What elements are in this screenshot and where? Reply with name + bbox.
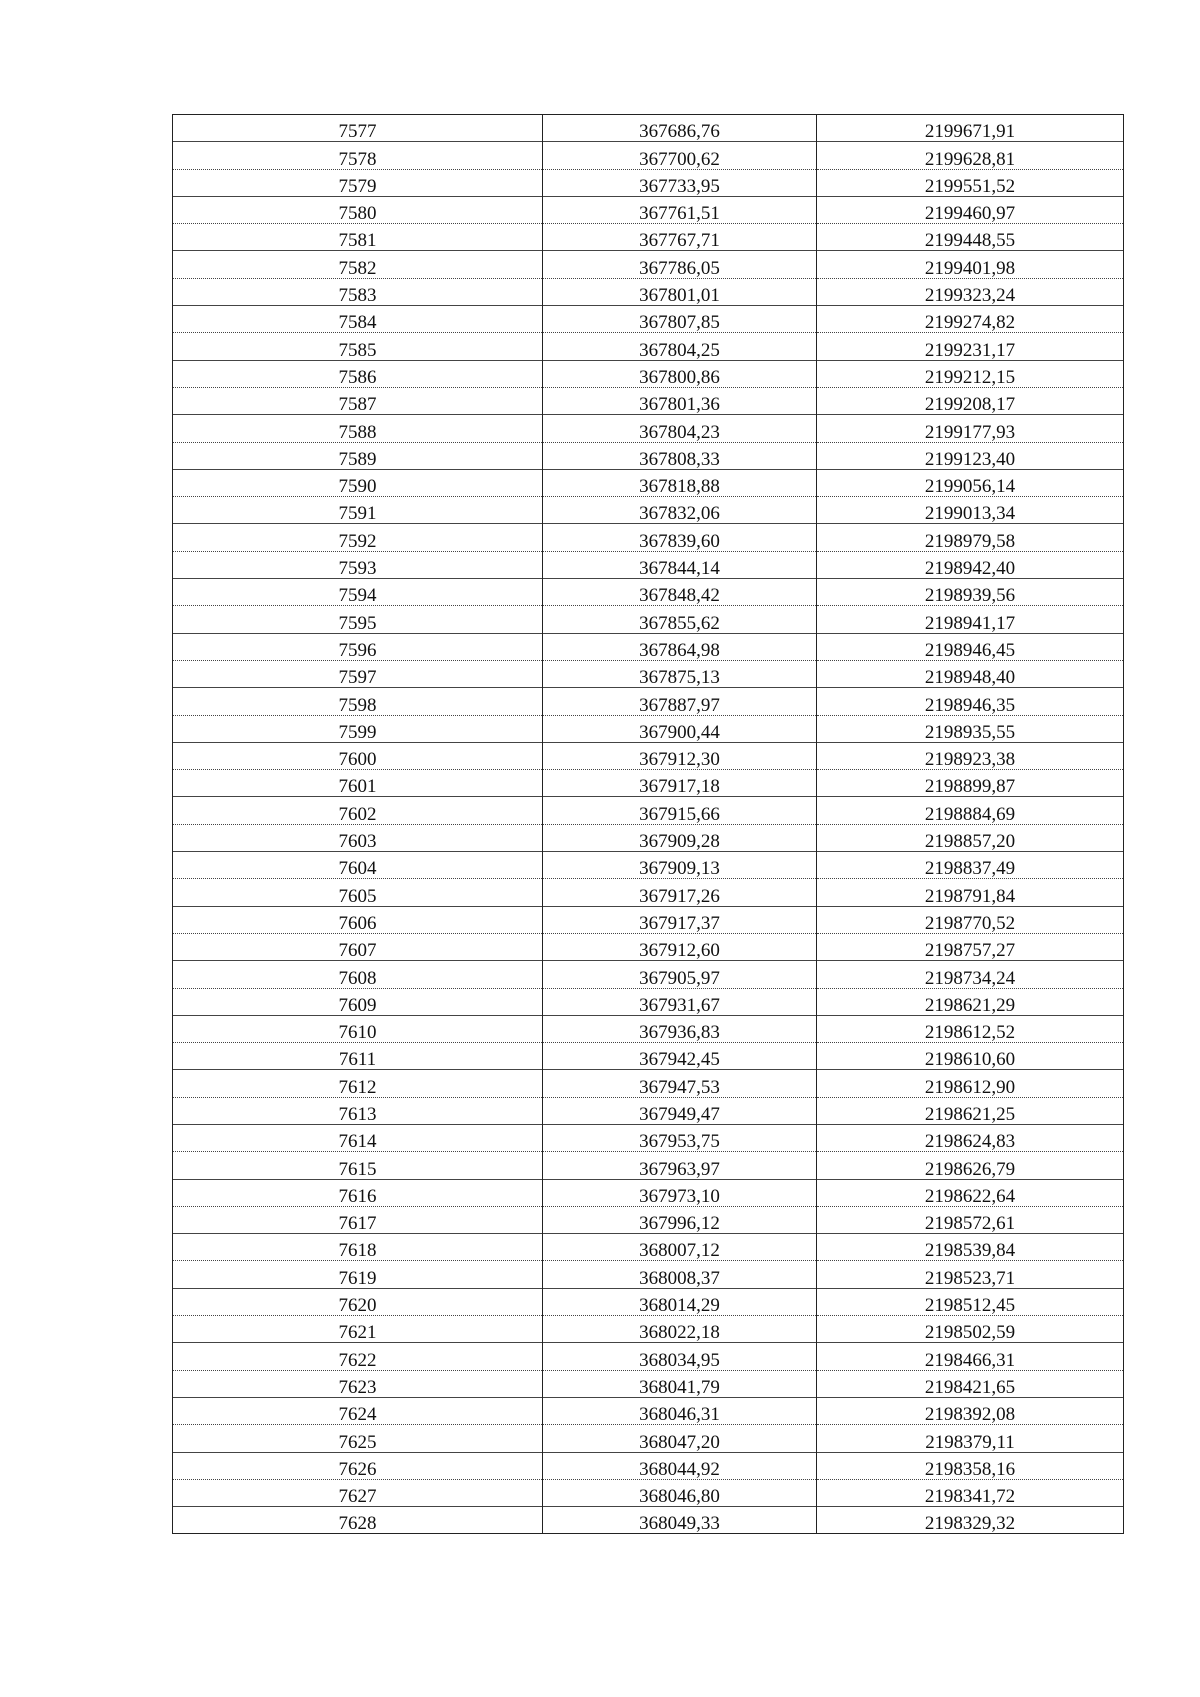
table-row (173, 988, 1124, 1015)
x-coordinate-cell: 367942,45 (543, 1043, 817, 1070)
point-number-cell: 7620 (173, 1288, 543, 1315)
x-coordinate-cell: 367733,95 (543, 169, 817, 196)
table-row (173, 360, 1124, 387)
y-coordinate-cell: 2199323,24 (817, 278, 1124, 305)
table-row (173, 1507, 1124, 1534)
y-coordinate-cell: 2198837,49 (817, 852, 1124, 879)
point-number-cell: 7611 (173, 1043, 543, 1070)
table-row (173, 1261, 1124, 1288)
point-number-cell: 7598 (173, 688, 543, 715)
y-coordinate-cell: 2198572,61 (817, 1206, 1124, 1233)
x-coordinate-cell: 367686,76 (543, 115, 817, 142)
table-row (173, 442, 1124, 469)
point-number-cell: 7602 (173, 797, 543, 824)
table-row (173, 1043, 1124, 1070)
point-number-cell: 7626 (173, 1452, 543, 1479)
x-coordinate-cell: 367786,05 (543, 251, 817, 278)
y-coordinate-cell: 2199671,91 (817, 115, 1124, 142)
table-row (173, 770, 1124, 797)
y-coordinate-cell: 2199274,82 (817, 306, 1124, 333)
y-coordinate-cell: 2198523,71 (817, 1261, 1124, 1288)
point-number-cell: 7593 (173, 551, 543, 578)
y-coordinate-cell: 2199123,40 (817, 442, 1124, 469)
table-row (173, 1452, 1124, 1479)
table-row (173, 224, 1124, 251)
x-coordinate-cell: 367900,44 (543, 715, 817, 742)
x-coordinate-cell: 367864,98 (543, 633, 817, 660)
table-row (173, 1124, 1124, 1151)
table-row (173, 852, 1124, 879)
table-row (173, 1316, 1124, 1343)
table-row (173, 1070, 1124, 1097)
table-row (173, 688, 1124, 715)
x-coordinate-cell: 367905,97 (543, 961, 817, 988)
point-number-cell: 7614 (173, 1124, 543, 1151)
x-coordinate-cell: 367963,97 (543, 1152, 817, 1179)
table-row (173, 1370, 1124, 1397)
y-coordinate-cell: 2198610,60 (817, 1043, 1124, 1070)
point-number-cell: 7581 (173, 224, 543, 251)
point-number-cell: 7613 (173, 1097, 543, 1124)
x-coordinate-cell: 367800,86 (543, 360, 817, 387)
point-number-cell: 7610 (173, 1015, 543, 1042)
table-row (173, 633, 1124, 660)
point-number-cell: 7606 (173, 906, 543, 933)
x-coordinate-cell: 367832,06 (543, 497, 817, 524)
table-row (173, 742, 1124, 769)
point-number-cell: 7605 (173, 879, 543, 906)
table-row (173, 1234, 1124, 1261)
x-coordinate-cell: 367931,67 (543, 988, 817, 1015)
point-number-cell: 7612 (173, 1070, 543, 1097)
point-number-cell: 7599 (173, 715, 543, 742)
y-coordinate-cell: 2198622,64 (817, 1179, 1124, 1206)
x-coordinate-cell: 367973,10 (543, 1179, 817, 1206)
y-coordinate-cell: 2198621,29 (817, 988, 1124, 1015)
table-row (173, 1152, 1124, 1179)
table-row (173, 1425, 1124, 1452)
y-coordinate-cell: 2199231,17 (817, 333, 1124, 360)
y-coordinate-cell: 2198935,55 (817, 715, 1124, 742)
point-number-cell: 7589 (173, 442, 543, 469)
point-number-cell: 7578 (173, 142, 543, 169)
point-number-cell: 7594 (173, 579, 543, 606)
x-coordinate-cell: 367855,62 (543, 606, 817, 633)
table-row (173, 306, 1124, 333)
point-number-cell: 7625 (173, 1425, 543, 1452)
table-row (173, 1479, 1124, 1506)
table-row (173, 933, 1124, 960)
point-number-cell: 7604 (173, 852, 543, 879)
y-coordinate-cell: 2198942,40 (817, 551, 1124, 578)
point-number-cell: 7621 (173, 1316, 543, 1343)
table-row (173, 1097, 1124, 1124)
table-row (173, 524, 1124, 551)
table-row (173, 1288, 1124, 1315)
x-coordinate-cell: 367801,36 (543, 387, 817, 414)
point-number-cell: 7580 (173, 196, 543, 223)
coordinates-table (172, 114, 1124, 1534)
y-coordinate-cell: 2198624,83 (817, 1124, 1124, 1151)
table-row (173, 115, 1124, 142)
point-number-cell: 7585 (173, 333, 543, 360)
y-coordinate-cell: 2198946,35 (817, 688, 1124, 715)
x-coordinate-cell: 367915,66 (543, 797, 817, 824)
y-coordinate-cell: 2198923,38 (817, 742, 1124, 769)
x-coordinate-cell: 368041,79 (543, 1370, 817, 1397)
x-coordinate-cell: 367761,51 (543, 196, 817, 223)
x-coordinate-cell: 367808,33 (543, 442, 817, 469)
x-coordinate-cell: 367912,30 (543, 742, 817, 769)
x-coordinate-cell: 367700,62 (543, 142, 817, 169)
x-coordinate-cell: 367917,18 (543, 770, 817, 797)
y-coordinate-cell: 2198626,79 (817, 1152, 1124, 1179)
x-coordinate-cell: 367936,83 (543, 1015, 817, 1042)
y-coordinate-cell: 2198857,20 (817, 824, 1124, 851)
table-row (173, 333, 1124, 360)
x-coordinate-cell: 367807,85 (543, 306, 817, 333)
x-coordinate-cell: 367804,23 (543, 415, 817, 442)
table-row (173, 1206, 1124, 1233)
point-number-cell: 7616 (173, 1179, 543, 1206)
table-row (173, 551, 1124, 578)
table-row (173, 879, 1124, 906)
point-number-cell: 7597 (173, 660, 543, 687)
x-coordinate-cell: 367818,88 (543, 469, 817, 496)
table-row (173, 1179, 1124, 1206)
y-coordinate-cell: 2198379,11 (817, 1425, 1124, 1452)
x-coordinate-cell: 367875,13 (543, 660, 817, 687)
table-row (173, 1397, 1124, 1424)
point-number-cell: 7577 (173, 115, 543, 142)
x-coordinate-cell: 367767,71 (543, 224, 817, 251)
x-coordinate-cell: 367804,25 (543, 333, 817, 360)
point-number-cell: 7587 (173, 387, 543, 414)
table-row (173, 497, 1124, 524)
point-number-cell: 7592 (173, 524, 543, 551)
point-number-cell: 7586 (173, 360, 543, 387)
table-row (173, 824, 1124, 851)
point-number-cell: 7609 (173, 988, 543, 1015)
y-coordinate-cell: 2198358,16 (817, 1452, 1124, 1479)
y-coordinate-cell: 2198421,65 (817, 1370, 1124, 1397)
y-coordinate-cell: 2199551,52 (817, 169, 1124, 196)
y-coordinate-cell: 2198941,17 (817, 606, 1124, 633)
x-coordinate-cell: 368046,31 (543, 1397, 817, 1424)
point-number-cell: 7595 (173, 606, 543, 633)
point-number-cell: 7600 (173, 742, 543, 769)
table-row (173, 251, 1124, 278)
table-row (173, 469, 1124, 496)
y-coordinate-cell: 2198884,69 (817, 797, 1124, 824)
table-row (173, 1015, 1124, 1042)
x-coordinate-cell: 367839,60 (543, 524, 817, 551)
point-number-cell: 7591 (173, 497, 543, 524)
y-coordinate-cell: 2198502,59 (817, 1316, 1124, 1343)
x-coordinate-cell: 368044,92 (543, 1452, 817, 1479)
y-coordinate-cell: 2198612,90 (817, 1070, 1124, 1097)
y-coordinate-cell: 2198948,40 (817, 660, 1124, 687)
x-coordinate-cell: 367801,01 (543, 278, 817, 305)
y-coordinate-cell: 2198466,31 (817, 1343, 1124, 1370)
y-coordinate-cell: 2199177,93 (817, 415, 1124, 442)
x-coordinate-cell: 368007,12 (543, 1234, 817, 1261)
x-coordinate-cell: 367909,28 (543, 824, 817, 851)
x-coordinate-cell: 367917,37 (543, 906, 817, 933)
x-coordinate-cell: 368022,18 (543, 1316, 817, 1343)
y-coordinate-cell: 2198392,08 (817, 1397, 1124, 1424)
point-number-cell: 7603 (173, 824, 543, 851)
y-coordinate-cell: 2198539,84 (817, 1234, 1124, 1261)
x-coordinate-cell: 367996,12 (543, 1206, 817, 1233)
point-number-cell: 7579 (173, 169, 543, 196)
x-coordinate-cell: 367949,47 (543, 1097, 817, 1124)
x-coordinate-cell: 368049,33 (543, 1507, 817, 1534)
table-row (173, 1343, 1124, 1370)
y-coordinate-cell: 2198612,52 (817, 1015, 1124, 1042)
table-row (173, 278, 1124, 305)
point-number-cell: 7627 (173, 1479, 543, 1506)
y-coordinate-cell: 2199208,17 (817, 387, 1124, 414)
point-number-cell: 7588 (173, 415, 543, 442)
table-row (173, 715, 1124, 742)
y-coordinate-cell: 2198979,58 (817, 524, 1124, 551)
point-number-cell: 7619 (173, 1261, 543, 1288)
x-coordinate-cell: 368046,80 (543, 1479, 817, 1506)
x-coordinate-cell: 367917,26 (543, 879, 817, 906)
x-coordinate-cell: 368008,37 (543, 1261, 817, 1288)
y-coordinate-cell: 2199013,34 (817, 497, 1124, 524)
table-row (173, 415, 1124, 442)
x-coordinate-cell: 368047,20 (543, 1425, 817, 1452)
coordinates-table-body (173, 115, 1124, 1534)
table-row (173, 797, 1124, 824)
y-coordinate-cell: 2199401,98 (817, 251, 1124, 278)
y-coordinate-cell: 2198734,24 (817, 961, 1124, 988)
y-coordinate-cell: 2199448,55 (817, 224, 1124, 251)
y-coordinate-cell: 2198946,45 (817, 633, 1124, 660)
y-coordinate-cell: 2198341,72 (817, 1479, 1124, 1506)
point-number-cell: 7615 (173, 1152, 543, 1179)
y-coordinate-cell: 2198757,27 (817, 933, 1124, 960)
table-row (173, 660, 1124, 687)
x-coordinate-cell: 367912,60 (543, 933, 817, 960)
y-coordinate-cell: 2198770,52 (817, 906, 1124, 933)
x-coordinate-cell: 367887,97 (543, 688, 817, 715)
table-row (173, 142, 1124, 169)
point-number-cell: 7624 (173, 1397, 543, 1424)
y-coordinate-cell: 2198791,84 (817, 879, 1124, 906)
table-row (173, 906, 1124, 933)
x-coordinate-cell: 368034,95 (543, 1343, 817, 1370)
x-coordinate-cell: 367909,13 (543, 852, 817, 879)
table-row (173, 606, 1124, 633)
table-row (173, 961, 1124, 988)
point-number-cell: 7584 (173, 306, 543, 333)
point-number-cell: 7618 (173, 1234, 543, 1261)
y-coordinate-cell: 2198512,45 (817, 1288, 1124, 1315)
y-coordinate-cell: 2199628,81 (817, 142, 1124, 169)
point-number-cell: 7623 (173, 1370, 543, 1397)
x-coordinate-cell: 367953,75 (543, 1124, 817, 1151)
point-number-cell: 7601 (173, 770, 543, 797)
point-number-cell: 7628 (173, 1507, 543, 1534)
y-coordinate-cell: 2198899,87 (817, 770, 1124, 797)
y-coordinate-cell: 2199212,15 (817, 360, 1124, 387)
y-coordinate-cell: 2198329,32 (817, 1507, 1124, 1534)
point-number-cell: 7590 (173, 469, 543, 496)
table-row (173, 169, 1124, 196)
y-coordinate-cell: 2199056,14 (817, 469, 1124, 496)
x-coordinate-cell: 368014,29 (543, 1288, 817, 1315)
table-row (173, 196, 1124, 223)
point-number-cell: 7596 (173, 633, 543, 660)
y-coordinate-cell: 2198621,25 (817, 1097, 1124, 1124)
table-row (173, 387, 1124, 414)
point-number-cell: 7617 (173, 1206, 543, 1233)
y-coordinate-cell: 2198939,56 (817, 579, 1124, 606)
point-number-cell: 7583 (173, 278, 543, 305)
x-coordinate-cell: 367848,42 (543, 579, 817, 606)
table-row (173, 579, 1124, 606)
x-coordinate-cell: 367947,53 (543, 1070, 817, 1097)
point-number-cell: 7608 (173, 961, 543, 988)
point-number-cell: 7607 (173, 933, 543, 960)
y-coordinate-cell: 2199460,97 (817, 196, 1124, 223)
x-coordinate-cell: 367844,14 (543, 551, 817, 578)
point-number-cell: 7582 (173, 251, 543, 278)
point-number-cell: 7622 (173, 1343, 543, 1370)
